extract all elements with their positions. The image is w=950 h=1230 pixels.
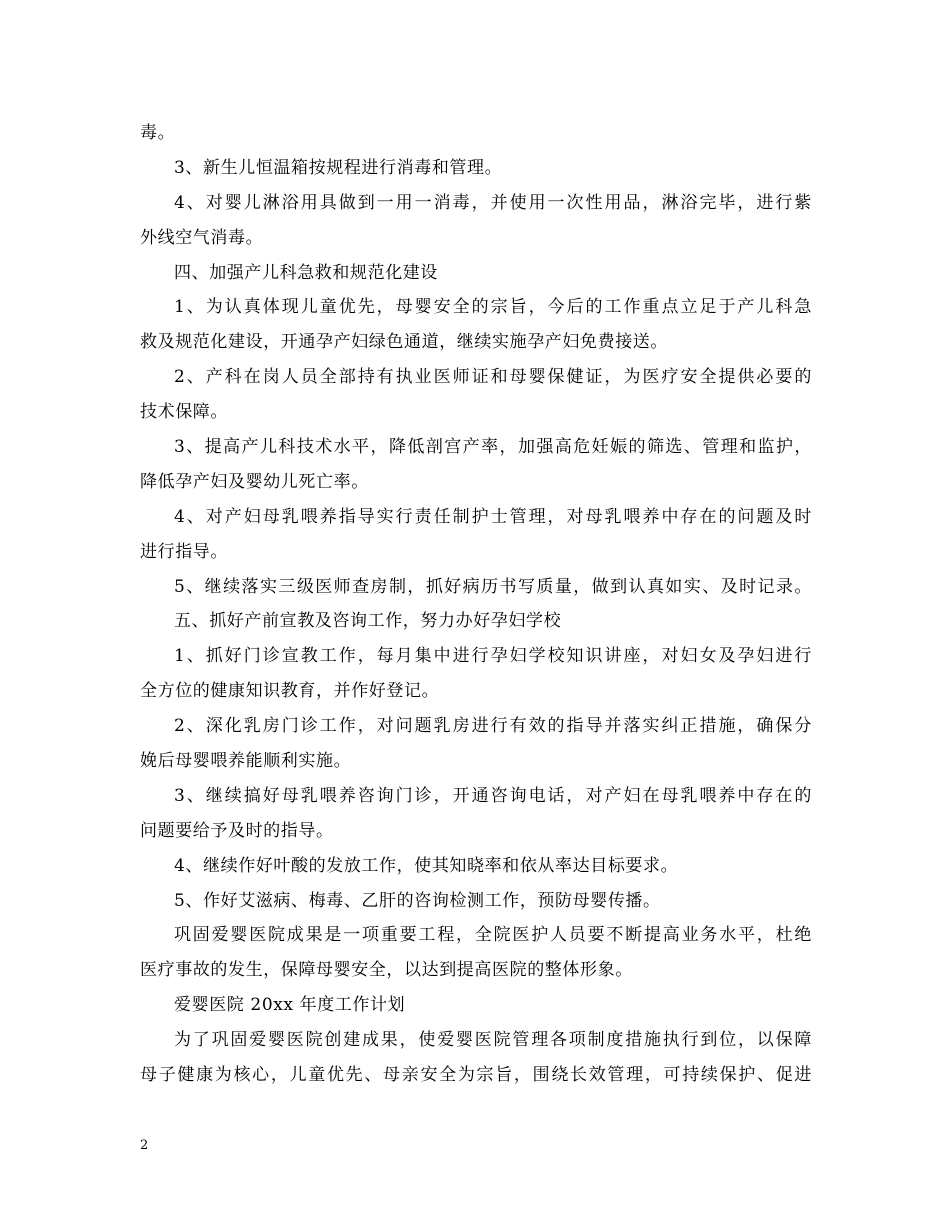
text-line: 问题要给予及时的指导。 bbox=[140, 820, 334, 841]
text-line: 5、作好艾滋病、梅毒、乙肝的咨询检测工作，预防母婴传播。 bbox=[174, 890, 661, 911]
text-line: 外线空气消毒。 bbox=[140, 227, 264, 248]
text-line: 4、继续作好叶酸的发放工作，使其知晓率和依从率达目标要求。 bbox=[174, 855, 679, 876]
plan-title: 爱婴医院 20xx 年度工作计划 bbox=[174, 995, 406, 1016]
section-heading: 五、抓好产前宣教及咨询工作，努力办好孕妇学校 bbox=[174, 611, 562, 632]
text-line: 技术保障。 bbox=[140, 402, 228, 423]
text-line: 3、继续搞好母乳喂养咨询门诊，开通咨询电话，对产妇在母乳喂养中存在的 bbox=[174, 785, 812, 806]
text-line: 全方位的健康知识教育，并作好登记。 bbox=[140, 681, 440, 702]
text-line: 4、对婴儿淋浴用具做到一用一消毒，并使用一次性用品，淋浴完毕，进行紫 bbox=[174, 192, 812, 213]
text-line: 2、产科在岗人员全部持有执业医师证和母婴保健证，为医疗安全提供必要的 bbox=[174, 367, 812, 388]
text-line: 4、对产妇母乳喂养指导实行责任制护士管理，对母乳喂养中存在的问题及时 bbox=[174, 506, 812, 527]
text-line: 5、继续落实三级医师查房制，抓好病历书写质量，做到认真如实、及时记录。 bbox=[174, 576, 812, 597]
text-line: 降低孕产妇及婴幼儿死亡率。 bbox=[140, 471, 369, 492]
text-line: 为了巩固爱婴医院创建成果，使爱婴医院管理各项制度措施执行到位，以保障 bbox=[174, 1030, 812, 1051]
text-line: 进行指导。 bbox=[140, 541, 228, 562]
text-line: 医疗事故的发生，保障母婴安全，以达到提高医院的整体形象。 bbox=[140, 960, 633, 981]
text-line: 2、深化乳房门诊工作，对问题乳房进行有效的指导并落实纠正措施，确保分 bbox=[174, 716, 812, 737]
text-line: 毒。 bbox=[140, 123, 176, 143]
text-line: 3、新生儿恒温箱按规程进行消毒和管理。 bbox=[174, 157, 503, 178]
text-line: 1、抓好门诊宣教工作，每月集中进行孕妇学校知识讲座，对妇女及孕妇进行 bbox=[174, 646, 812, 667]
text-line: 1、为认真体现儿童优先，母婴安全的宗旨，今后的工作重点立足于产儿科急 bbox=[174, 297, 812, 318]
text-line: 巩固爱婴医院成果是一项重要工程，全院医护人员要不断提高业务水平，杜绝 bbox=[174, 925, 812, 946]
text-line: 母子健康为核心，儿童优先、母亲安全为宗旨，围绕长效管理，可持续保护、促进 bbox=[140, 1065, 812, 1086]
page-number: 2 bbox=[140, 1138, 149, 1153]
text-line: 娩后母婴喂养能顺利实施。 bbox=[140, 751, 352, 772]
text-line: 救及规范化建设，开通孕产妇绿色通道，继续实施孕产妇免费接送。 bbox=[140, 332, 668, 353]
section-heading: 四、加强产儿科急救和规范化建设 bbox=[174, 262, 438, 283]
text-line: 3、提高产儿科技术水平，降低剖宫产率，加强高危妊娠的筛选、管理和监护， bbox=[174, 437, 812, 458]
document-body bbox=[140, 116, 812, 1093]
